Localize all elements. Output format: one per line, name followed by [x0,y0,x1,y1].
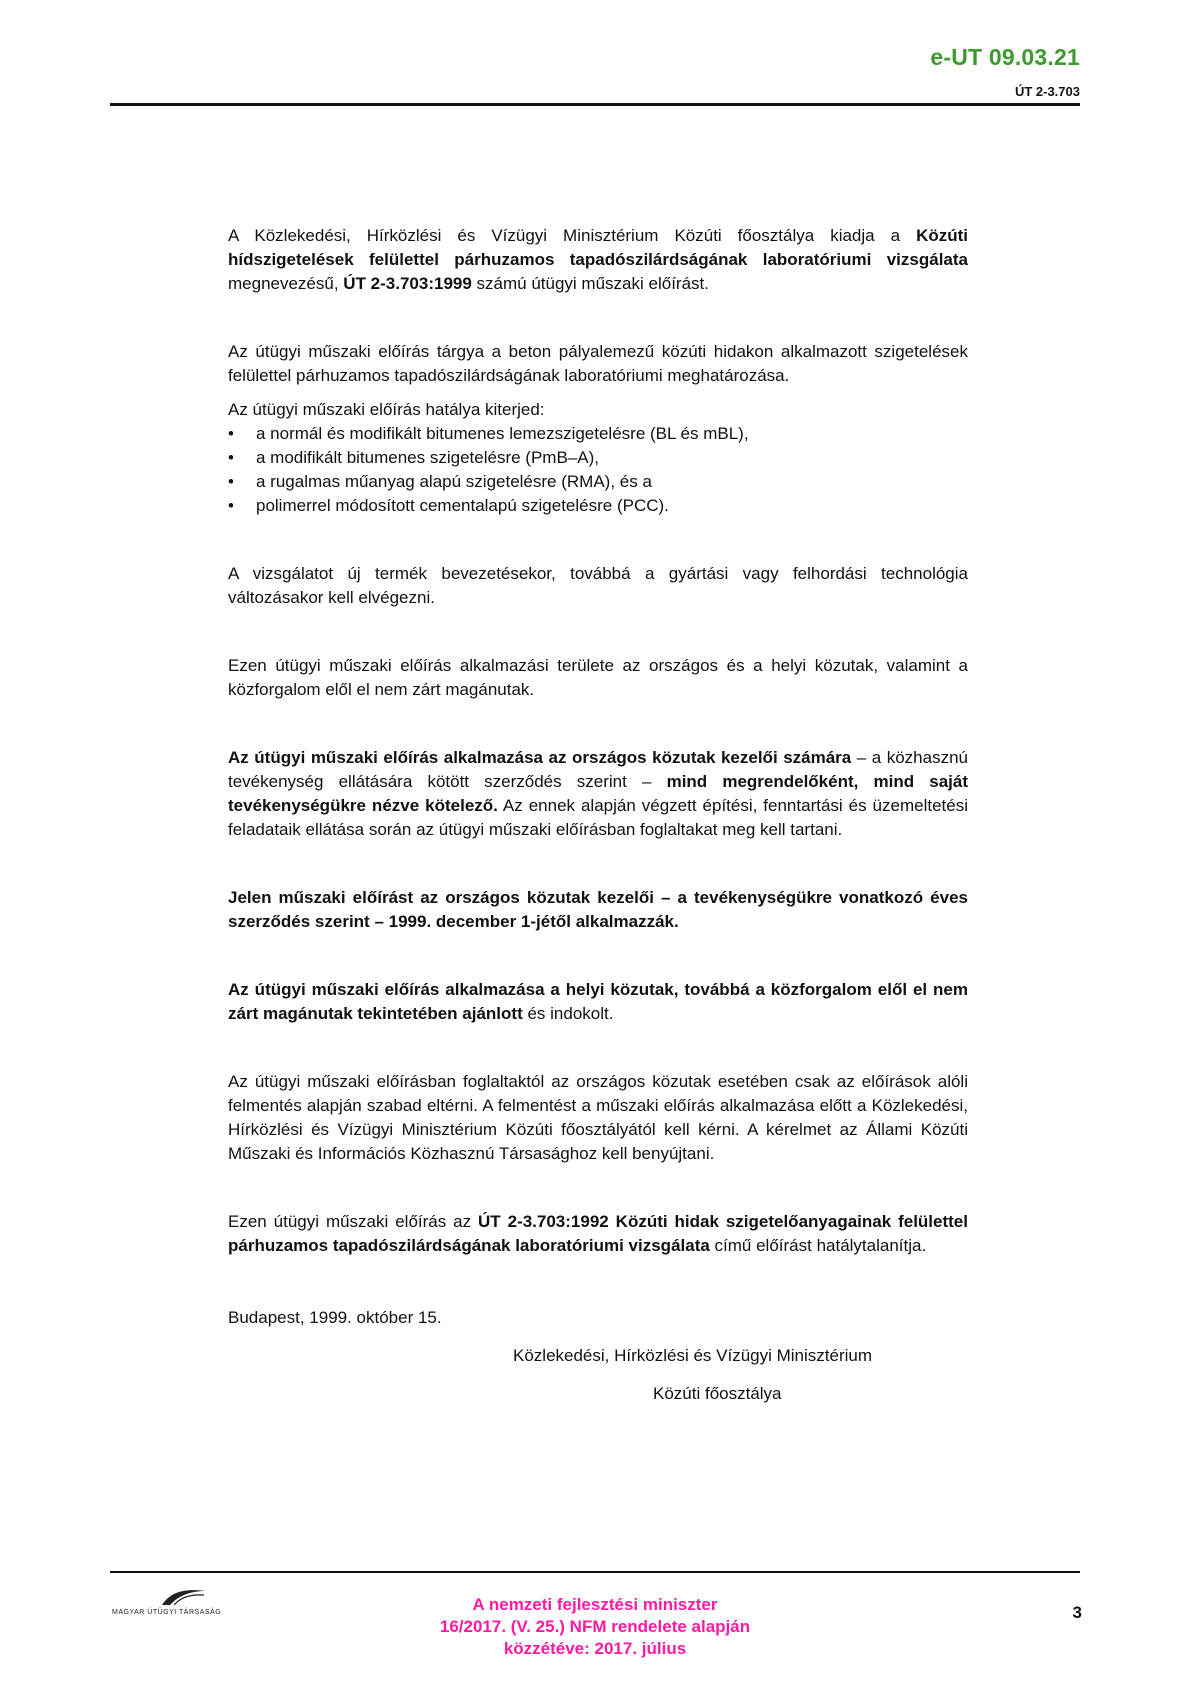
intro-paragraph: A Közlekedési, Hírközlési és Vízügyi Minisztérium Közúti főosztálya kiadja a Közúti hídszigetelések felülettel párhuzamos tapadószilárdságának laboratóriumi vizsgálata megnevezésű, ÚT 2-3.703:1999 számú útügyi műszaki előírást. [228,226,968,293]
notice-line: A nemzeti fejlesztési miniszter [472,1595,718,1614]
exemption-paragraph: Az útügyi műszaki előírásban foglaltaktól az országos közutak esetében csak az előírások alóli felmentés alapján szabad eltérni. A felmentést a műszaki előírás alkalmazása előtt a Közlekedési, Hírközlési és Vízügyi Minisztérium Közúti főosztályától kell kérni. A kérelmet az Állami Közúti Műszaki és Információs Közhasznú Társasághoz kell benyújtani. [228,1072,968,1163]
signature-organization: Közlekedési, Hírközlési és Vízügyi Minisztérium [513,1346,873,1365]
repeal-paragraph: Ezen útügyi műszaki előírás az ÚT 2-3.703:1992 Közúti hidak szigetelőanyagainak felülettel párhuzamos tapadószilárdságának laboratóriumi vizsgálata című előírást hatálytalanítja. [228,1212,968,1255]
list-item: • a modifikált bitumenes szigetelésre (PmB–A), [228,446,968,470]
footer-divider [110,1571,1080,1573]
scope-intro: Az útügyi műszaki előírás hatálya kiterjed: [228,400,545,419]
mandatory-paragraph: Az útügyi műszaki előírás alkalmazása az országos közutak kezelői számára – a közhasznú tevékenység ellátására kötött szerződés szerint – mind megrendelőként, mind saját tevékenységükre nézve kötelező. Az ennek alapján végzett építési, fenntartási és üzemeltetési feladataik ellátása során az útügyi műszaki előírásban foglaltakat meg kell tartani. [228,748,969,839]
effective-date-paragraph: Jelen műszaki előírást az országos közutak kezelői – a tevékenységükre vonatkozó éves szerződés szerint – 1999. december 1-jétől alkalmazzák. [228,888,968,931]
document-code: e-UT 09.03.21 [930,44,1080,70]
publication-notice [350,1594,840,1660]
bullet-icon: • [228,496,234,515]
signature-department: Közúti főosztálya [653,1384,782,1403]
standard-title: Közúti hídszigetelések felülettel párhuzamos tapadószilárdságának laboratóriumi vizsgálata [228,226,968,269]
document-subcode: ÚT 2-3.703 [1014,84,1080,99]
standard-number: ÚT 2-3.703:1999 [343,274,472,293]
bullet-icon: • [228,424,234,443]
society-logo [112,1585,272,1625]
list-item: • a rugalmas műanyag alapú szigetelésre (RMA), és a [228,470,968,494]
scope-list [228,422,968,518]
bullet-icon: • [228,472,234,491]
application-area-paragraph: Ezen útügyi műszaki előírás alkalmazási területe az országos és a helyi közutak, valamint a közforgalom elől el nem zárt magánutak. [228,656,968,699]
subject-paragraph: Az útügyi műszaki előírás tárgya a beton pályalemezű közúti hidakon alkalmazott szigetelések felülettel párhuzamos tapadószilárdságának laboratóriumi meghatározása. [228,342,968,385]
notice-line: közzétéve: 2017. július [503,1639,687,1658]
list-item: • a normál és modifikált bitumenes lemezszigetelésre (BL és mBL), [228,422,968,446]
list-item: • polimerrel módosított cementalapú szigetelésre (PCC). [228,494,968,518]
signature-date: Budapest, 1999. október 15. [228,1308,442,1327]
notice-line: 16/2017. (V. 25.) NFM rendelete alapján [439,1617,751,1636]
header-divider [110,103,1080,106]
road-society-logo-icon [160,1585,210,1607]
document-body [228,224,968,1406]
logo-text: MAGYAR ÚTÜGYI TÁRSASÁG [112,1609,222,1616]
page-number: 3 [1072,1603,1082,1622]
testing-paragraph: A vizsgálatot új termék bevezetésekor, továbbá a gyártási vagy felhordási technológia változásakor kell elvégezni. [228,564,968,607]
bullet-icon: • [228,448,234,467]
recommended-paragraph: Az útügyi műszaki előírás alkalmazása a helyi közutak, továbbá a közforgalom elől el nem zárt magánutak tekintetében ajánlott és indokolt. [228,980,968,1023]
